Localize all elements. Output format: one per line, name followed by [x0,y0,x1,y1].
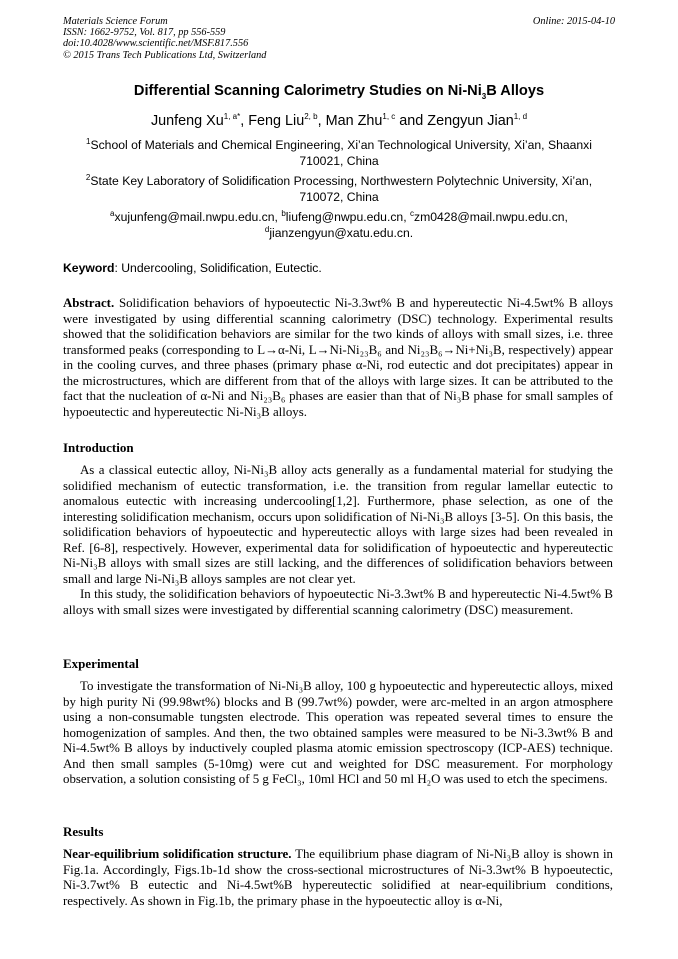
title-text-end: B Alloys [486,83,545,99]
email-link[interactable]: zm0428@mail.nwpu.edu.cn, [413,210,568,224]
author-sup: 1, a* [223,112,241,122]
section-heading: Introduction [63,440,134,455]
email-list [70,210,608,241]
author-list [40,113,638,129]
results-paragraph [63,847,613,909]
keywords [63,261,322,275]
affiliation-number: 2 [85,172,91,182]
results-lead: Near-equilibrium solidification structure. [63,847,292,861]
author-separator: , [317,113,326,129]
affiliation-text: State Key Laboratory of Solidification Processing, Northwestern Polytechnic University, Xi’an, 710072, China [90,174,593,204]
online-date: Online: 2015-04-10 [532,16,615,27]
affiliation-text: School of Materials and Chemical Engineering, Xi’an Technological University, Xi’an, Shaanxi 710021, China [90,138,592,168]
paper-title [40,83,638,99]
section-heading: Experimental [63,656,139,671]
keywords-label: Keyword [63,261,115,275]
intro-paragraph: In this study, the solidification behaviors of hypoeutectic Ni-3.3wt% B and hypereutectic Ni-4.5wt% B alloys with small sizes were investigated by differential scanning calorimetry (DSC) measurement. [63,587,613,617]
doi-line: doi:10.4028/www.scientific.net/MSF.817.556 [63,38,249,50]
title-text: Differential Scanning Calorimetry Studies on Ni-Ni [133,83,482,99]
author-name: Zengyun Jian [427,113,514,129]
email-sup: a [110,208,115,218]
author-separator: , [240,113,249,129]
author-name: Junfeng Xu [150,113,224,129]
email-link[interactable]: liufeng@nwpu.edu.cn, [285,210,410,224]
affiliation [70,138,608,169]
journal-header [63,16,266,61]
email-sup: b [281,208,286,218]
keywords-text: : Undercooling, Solidification, Eutectic. [114,261,322,275]
author-sup: 1, d [513,112,528,122]
abstract [63,296,613,420]
section-heading: Results [63,824,104,839]
author-name: Feng Liu [248,113,305,129]
copyright-line: © 2015 Trans Tech Publications Ltd, Switzerland [63,49,267,61]
email-link[interactable]: jianzengyun@xatu.edu.cn. [269,225,414,240]
author-sup: 2, b [304,112,318,122]
email-link[interactable]: xujunfeng@mail.nwpu.edu.cn, [114,210,282,224]
email-sup: d [264,224,270,234]
affiliation-number: 1 [86,136,91,146]
abstract-label: Abstract. [63,296,115,310]
author-separator: and [395,113,428,129]
title-subscript: 3 [481,91,487,101]
author-sup: 1, c [382,112,396,122]
journal-name: Materials Science Forum [63,16,168,27]
author-name: Man Zhu [325,113,383,129]
email-sup: c [409,208,414,218]
abstract-text: Solidification behaviors of hypoeutectic Ni-3.3wt% B and hypereutectic Ni-4.5wt% B alloys were investigated by using differential scanning calorimetry (DSC) technology. Experimental results showed that the solidification behaviors are similar for the two kinds of alloys with small sizes, i.e. three transformed peaks (corresponding to L→α-Ni, L→Ni-Ni₂₃B₆ and Ni₂₃B₆→Ni+Ni₃B, respectively) appear in the cooling curves, and three phases (primary phase α-Ni, rod eutectic and dot precipitates) appear in the microstructures, which are different from that of the alloys with large sizes. It can be attributed to the fact that the nucleation of α-Ni and Ni₂₃B₆ phases are easier than that of Ni₃B phase for small samples of hypoeutectic and hypereutectic Ni-Ni₃B alloys. [63,296,613,419]
experimental-paragraph: To investigate the transformation of Ni-Ni₃B alloy, 100 g hypoeutectic and hypereutectic alloys, mixed by high purity Ni (99.98wt%) blocks and B (99.7wt%) powder, were arc-melted in an argon atmosphere using a non-consumable tungsten electrode. This operation was repeated several times to ensure the homogenization of samples. And then, the two obtained samples were measured to be Ni-3.3wt% B and Ni-4.5wt% B alloys by inductively coupled plasma atomic emission spectroscopy (ICP-AES) technique. And then small samples (5-10mg) were cut and weighted for DSC measurement. For morphology observation, a solution consisting of 5 g FeCl₃, 10ml HCl and 50 ml H₂O was used to etch the specimens. [63,679,613,786]
issn-line: ISSN: 1662-9752, Vol. 817, pp 556-559 [63,27,226,39]
results-text: The equilibrium phase diagram of Ni-Ni₃B alloy is shown in Fig.1a. Accordingly, Figs.1b-1d show the cross-sectional microstructures of Ni-3.3wt% B hypoeutectic, Ni-3.7wt% B eutectic and Ni-4.5wt%B hypereutectic solidified at near-equilibrium conditions, respectively. As shown in Fig.1b, the primary phase in the hypoeutectic alloy is α-Ni, [63,847,613,908]
affiliation [70,174,608,205]
intro-paragraph: As a classical eutectic alloy, Ni-Ni₃B alloy acts generally as a fundamental material for studying the solidified mechanism of eutectic transformation, i.e. the transition from regular lamellar eutectic to anomalous eutectic with increasing undercooling[1,2]. Furthermore, phase selection, as one of the interesting solidification mechanism, occurs upon solidification of Ni-Ni₃B alloys [3-5]. On this basis, the solidification behaviors of hypoeutectic and hypereutectic alloys with large sizes had been revealed in Ref. [6-8], respectively. However, experimental data for solidification of hypoeutectic and hypereutectic Ni-Ni₃B alloys with small sizes are still lacking, and the differences of solidification behaviors between small and large Ni-Ni₃B alloys samples are not clear yet. [63,463,613,586]
